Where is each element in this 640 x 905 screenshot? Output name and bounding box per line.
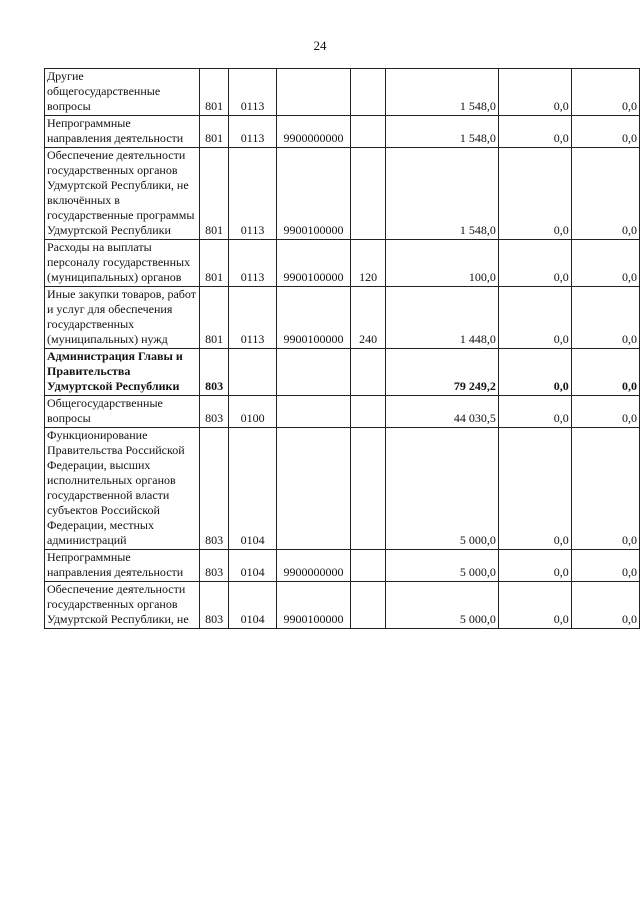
row-vr xyxy=(351,69,386,116)
row-name: Функционирование Правительства Российской Федерации, высших исполнительных органов государственной власти субъектов Российской Федерации, местных администраций xyxy=(47,428,185,547)
row-sum3: 0,0 xyxy=(571,287,639,349)
row-rzpr: 0104 xyxy=(229,428,276,550)
row-name-cell xyxy=(45,582,200,629)
table-row xyxy=(45,69,640,116)
row-name: Непрограммные направления деятельности xyxy=(47,550,184,579)
row-csr: 9900100000 xyxy=(276,582,351,629)
row-name-cell xyxy=(45,550,200,582)
row-sum1: 1 548,0 xyxy=(385,69,498,116)
row-name-cell xyxy=(45,428,200,550)
row-ved: 801 xyxy=(199,287,229,349)
table-row xyxy=(45,396,640,428)
table-row xyxy=(45,148,640,240)
row-csr xyxy=(276,396,351,428)
table-row xyxy=(45,582,640,629)
row-rzpr: 0113 xyxy=(229,240,276,287)
table-row xyxy=(45,116,640,148)
table-row xyxy=(45,550,640,582)
row-csr: 9900100000 xyxy=(276,287,351,349)
row-sum2: 0,0 xyxy=(498,240,571,287)
table-row xyxy=(45,428,640,550)
row-ved: 801 xyxy=(199,148,229,240)
page-number: 24 xyxy=(313,38,327,53)
row-vr xyxy=(351,148,386,240)
row-name-cell xyxy=(45,148,200,240)
row-sum3: 0,0 xyxy=(571,349,639,396)
row-sum2: 0,0 xyxy=(498,428,571,550)
row-sum1: 5 000,0 xyxy=(385,428,498,550)
row-vr xyxy=(351,550,386,582)
row-vr xyxy=(351,116,386,148)
row-sum1: 5 000,0 xyxy=(385,582,498,629)
row-vr xyxy=(351,582,386,629)
row-sum1: 100,0 xyxy=(385,240,498,287)
row-name: Общегосударственные вопросы xyxy=(47,396,163,425)
row-sum2: 0,0 xyxy=(498,349,571,396)
row-sum1: 1 548,0 xyxy=(385,148,498,240)
row-rzpr: 0104 xyxy=(229,550,276,582)
row-name-cell xyxy=(45,287,200,349)
row-sum3: 0,0 xyxy=(571,396,639,428)
row-ved: 801 xyxy=(199,69,229,116)
row-vr xyxy=(351,349,386,396)
table-row xyxy=(45,349,640,396)
row-name: Обеспечение деятельности государственных органов Удмуртской Республики, не xyxy=(47,582,189,626)
row-vr xyxy=(351,396,386,428)
row-rzpr: 0113 xyxy=(229,148,276,240)
row-name: Непрограммные направления деятельности xyxy=(47,116,184,145)
row-name: Расходы на выплаты персоналу государственных (муниципальных) органов xyxy=(47,240,191,284)
row-sum2: 0,0 xyxy=(498,148,571,240)
row-vr: 240 xyxy=(351,287,386,349)
row-sum2: 0,0 xyxy=(498,287,571,349)
row-name-cell xyxy=(45,396,200,428)
row-rzpr: 0104 xyxy=(229,582,276,629)
row-name-cell xyxy=(45,69,200,116)
row-rzpr: 0113 xyxy=(229,287,276,349)
row-sum3: 0,0 xyxy=(571,550,639,582)
row-sum1: 44 030,5 xyxy=(385,396,498,428)
row-name-cell xyxy=(45,240,200,287)
row-csr: 9900100000 xyxy=(276,240,351,287)
row-csr xyxy=(276,428,351,550)
row-ved: 803 xyxy=(199,582,229,629)
row-rzpr: 0100 xyxy=(229,396,276,428)
row-sum3: 0,0 xyxy=(571,69,639,116)
row-name: Иные закупки товаров, работ и услуг для обеспечения государственных (муниципальных) нужд xyxy=(47,287,196,346)
row-sum3: 0,0 xyxy=(571,582,639,629)
row-csr: 9900100000 xyxy=(276,148,351,240)
budget-table xyxy=(44,68,640,629)
row-ved: 803 xyxy=(199,349,229,396)
row-ved: 803 xyxy=(199,396,229,428)
row-sum1: 1 448,0 xyxy=(385,287,498,349)
row-ved: 801 xyxy=(199,116,229,148)
row-ved: 801 xyxy=(199,240,229,287)
row-name: Администрация Главы и Правительства Удмуртской Республики xyxy=(47,349,183,393)
row-sum2: 0,0 xyxy=(498,396,571,428)
row-vr xyxy=(351,428,386,550)
row-sum1: 79 249,2 xyxy=(385,349,498,396)
table-row xyxy=(45,287,640,349)
row-sum2: 0,0 xyxy=(498,582,571,629)
row-ved: 803 xyxy=(199,550,229,582)
row-sum1: 1 548,0 xyxy=(385,116,498,148)
row-sum1: 5 000,0 xyxy=(385,550,498,582)
row-csr: 9900000000 xyxy=(276,116,351,148)
row-name-cell xyxy=(45,349,200,396)
row-rzpr: 0113 xyxy=(229,69,276,116)
row-sum2: 0,0 xyxy=(498,69,571,116)
row-name-cell xyxy=(45,116,200,148)
row-name: Другие общегосударственные вопросы xyxy=(47,69,161,113)
row-csr xyxy=(276,349,351,396)
row-sum3: 0,0 xyxy=(571,116,639,148)
row-sum2: 0,0 xyxy=(498,116,571,148)
row-sum3: 0,0 xyxy=(571,428,639,550)
row-ved: 803 xyxy=(199,428,229,550)
row-sum3: 0,0 xyxy=(571,240,639,287)
row-rzpr xyxy=(229,349,276,396)
row-csr xyxy=(276,69,351,116)
table-row xyxy=(45,240,640,287)
row-name: Обеспечение деятельности государственных органов Удмуртской Республики, не включённых в государственные программы Удмуртской Республики xyxy=(47,148,195,237)
row-vr: 120 xyxy=(351,240,386,287)
row-sum2: 0,0 xyxy=(498,550,571,582)
row-rzpr: 0113 xyxy=(229,116,276,148)
row-sum3: 0,0 xyxy=(571,148,639,240)
row-csr: 9900000000 xyxy=(276,550,351,582)
